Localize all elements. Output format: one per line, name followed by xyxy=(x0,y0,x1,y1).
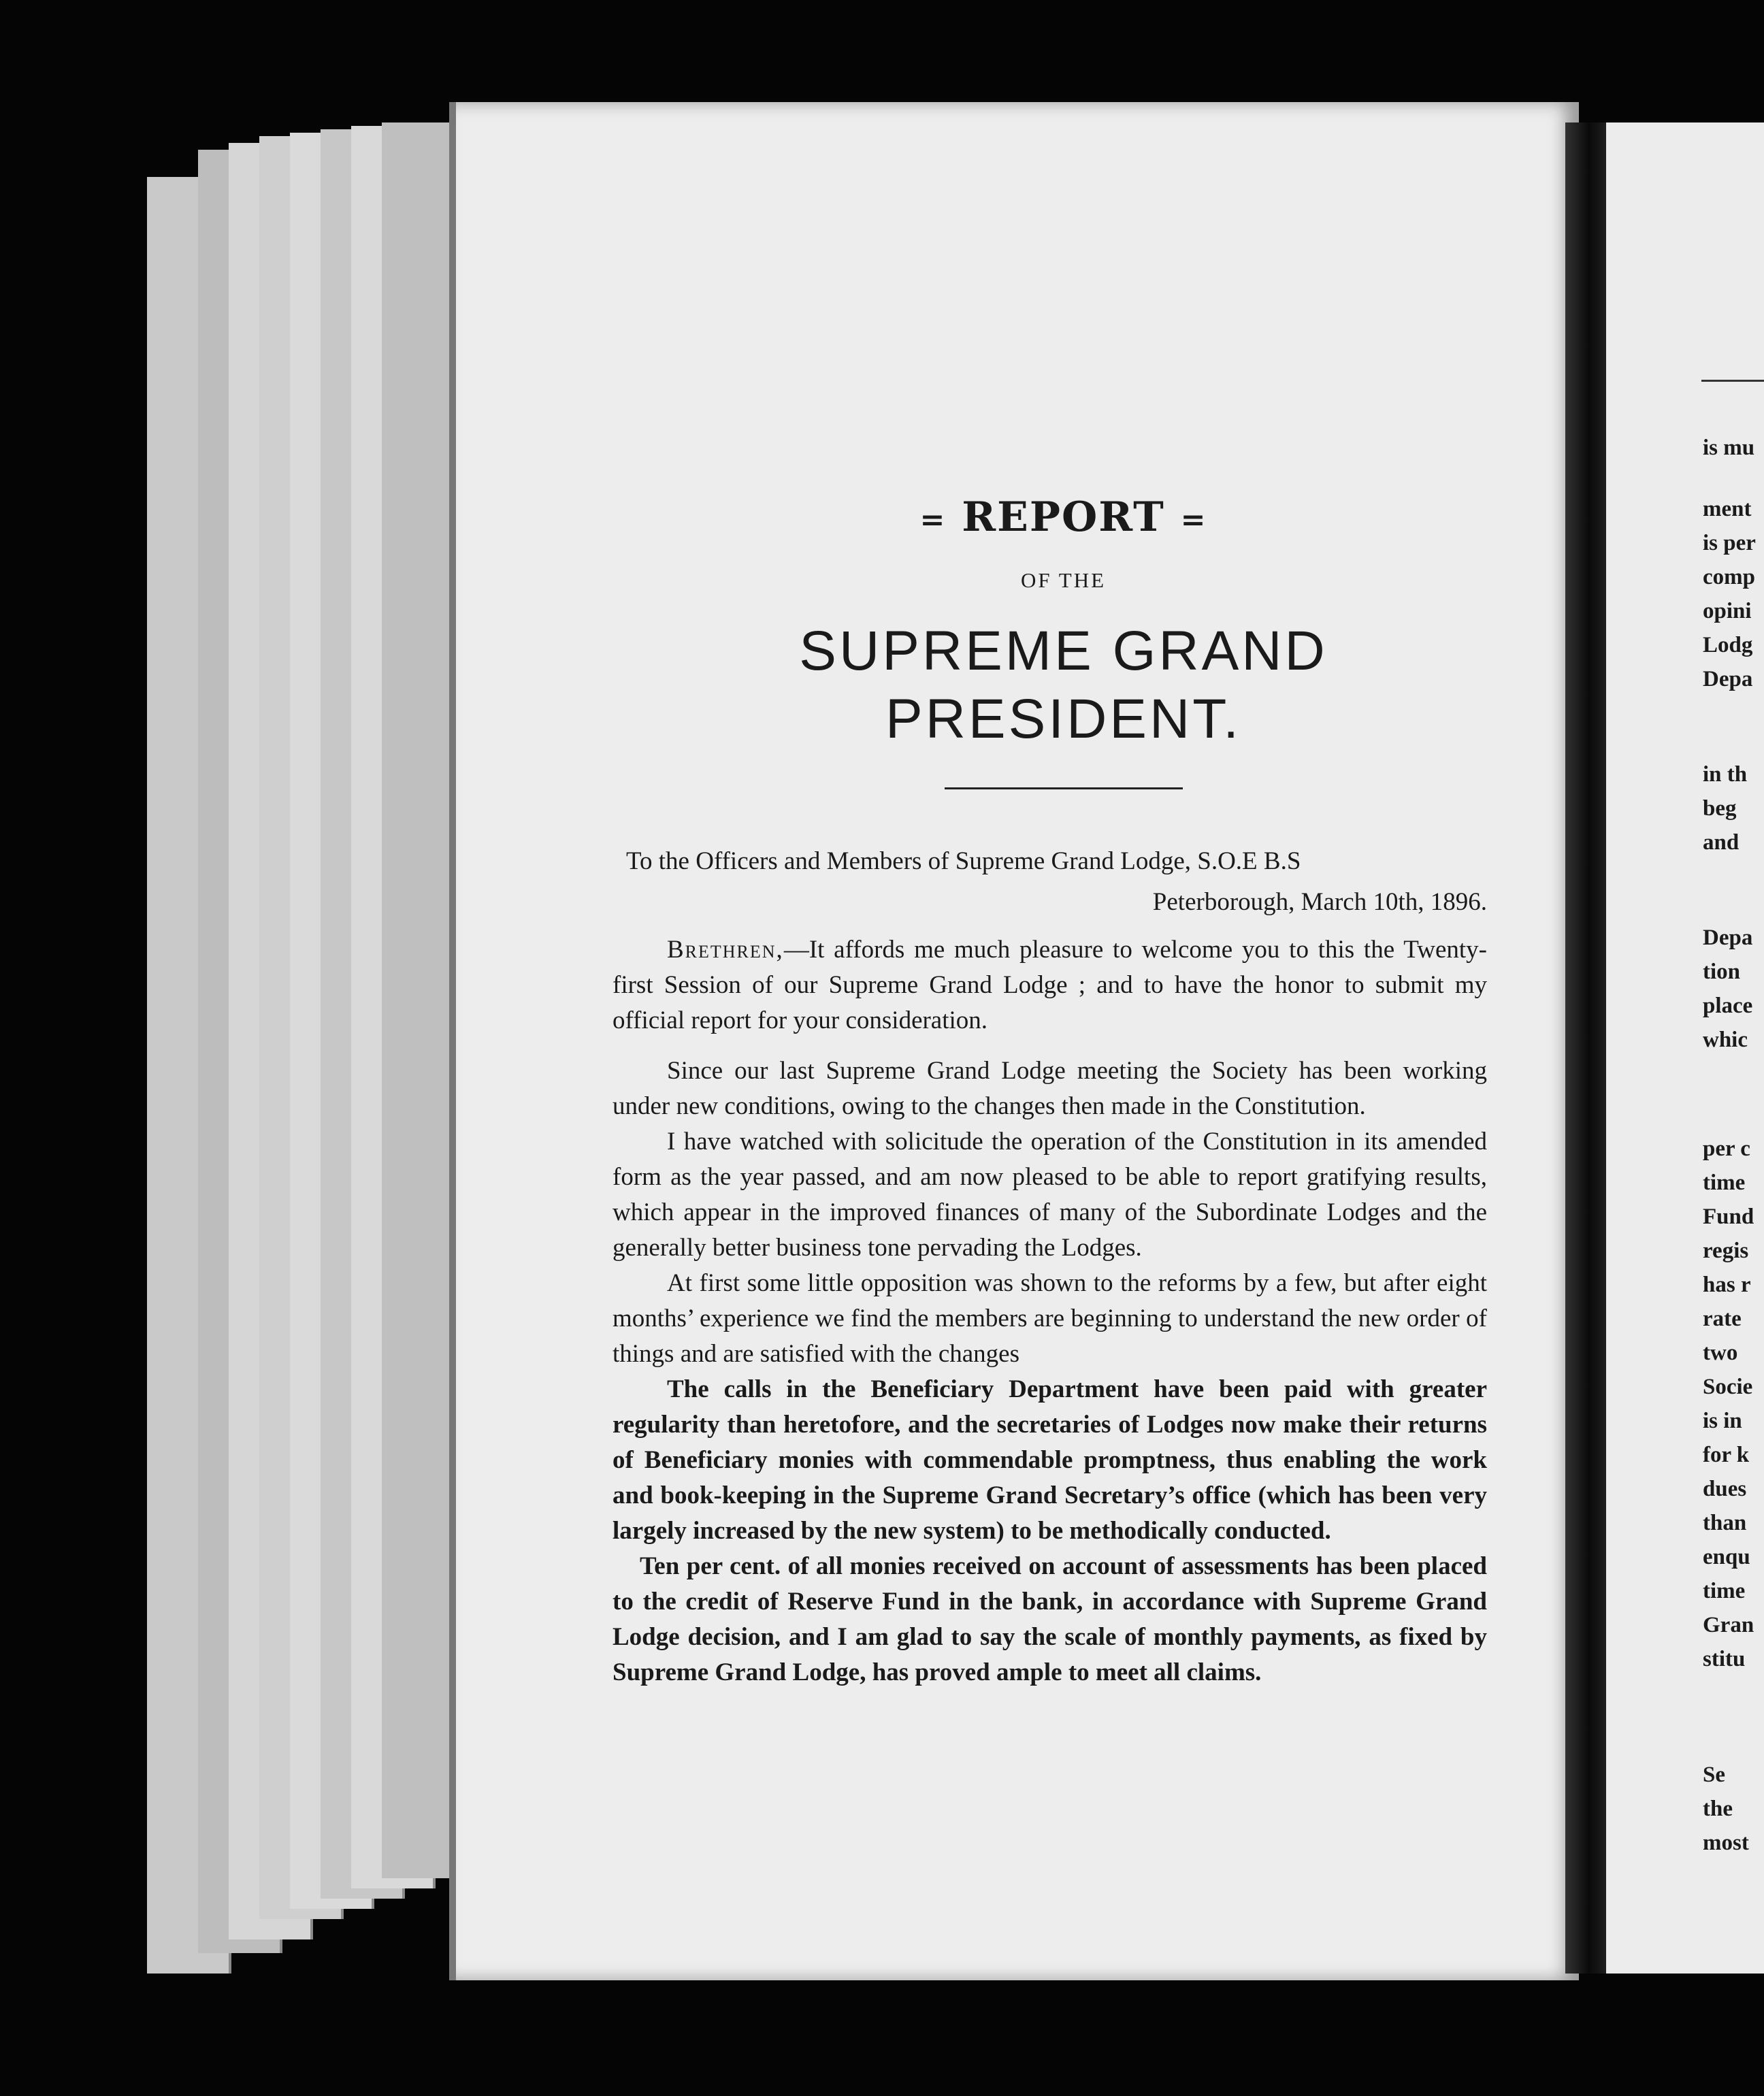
title-block xyxy=(626,490,1501,789)
facing-page-fragment: Fund xyxy=(1703,1205,1754,1229)
facing-page-fragment: Depa xyxy=(1703,667,1753,691)
facing-page-fragment: comp xyxy=(1703,565,1755,589)
paragraph-4: At first some little opposition was shown to the reforms by a few, but after eight months’ experience we find the members are beginning to understand the new order of things and are satisfied with the changes xyxy=(612,1268,1487,1368)
facing-page-fragment: whic xyxy=(1703,1028,1748,1052)
paragraph-6: Ten per cent. of all monies received on account of assessments has been placed to the credit of Reserve Fund in the bank, in accordance with Supreme Grand Lodge decision, and I am glad to say the scale of monthly payments, as fixed by Supreme Grand Lodge, has proved ample to meet all claims. xyxy=(612,1552,1487,1686)
facing-page-fragment: for k xyxy=(1703,1443,1750,1467)
book-gutter xyxy=(1565,122,1609,1974)
facing-page-fragment: beg xyxy=(1703,796,1737,821)
place-date: Peterborough, March 10th, 1896. xyxy=(1152,887,1487,916)
facing-page-fragment: enqu xyxy=(1703,1545,1750,1569)
facing-page-fragment: Socie xyxy=(1703,1375,1753,1399)
facing-page-fragment: Depa xyxy=(1703,926,1753,950)
paragraph-5: The calls in the Beneficiary Department have been paid with greater regularity than heretofore, and the secretaries of Lodges now make their returns of Beneficiary monies with commendable promptness, thus enabling the work and book-keeping in the Supreme Grand Secretary’s office (which has been very largely increased by the new system) to be methodically conducted. xyxy=(612,1375,1487,1545)
facing-page-fragment: is mu xyxy=(1703,436,1755,460)
facing-page-fragment: Se xyxy=(1703,1763,1725,1787)
facing-page-fragment: place xyxy=(1703,994,1753,1018)
facing-page-fragment: than xyxy=(1703,1511,1747,1535)
facing-page-fragment: time xyxy=(1703,1170,1746,1195)
facing-page-fragment: and xyxy=(1703,830,1740,855)
document-body xyxy=(612,490,1487,1690)
facing-page-fragment: stitu xyxy=(1703,1647,1746,1671)
page-edges xyxy=(147,122,467,1974)
of-the-heading: OF THE xyxy=(1020,568,1107,592)
paragraph-3: I have watched with solicitude the operation of the Constitution in its amended form as the year passed, and am now pleased to be able to report gratifying results, which appear in the improved finances of many of the Subordinate Lodges and the generally better business tone pervading the Lodges. xyxy=(612,1127,1487,1262)
facing-page-fragment: regis xyxy=(1703,1239,1749,1263)
title-rule xyxy=(945,787,1183,789)
facing-page-fragment: dues xyxy=(1703,1477,1747,1501)
facing-page-fragment: tion xyxy=(1703,960,1741,984)
facing-page-fragment: Lodg xyxy=(1703,633,1753,657)
facing-page-fragment: has r xyxy=(1703,1273,1751,1297)
salutation: Brethren, xyxy=(667,935,784,964)
facing-page-fragment: is in xyxy=(1703,1409,1742,1433)
facing-page-fragment: time xyxy=(1703,1579,1746,1603)
report-heading: = REPORT = xyxy=(919,493,1207,541)
facing-page-fragment: two xyxy=(1703,1341,1738,1365)
facing-page-fragment: ment xyxy=(1703,497,1752,521)
facing-page-fragment: in th xyxy=(1703,762,1748,787)
facing-page-fragment: per c xyxy=(1703,1136,1750,1161)
main-title: SUPREME GRAND PRESIDENT. xyxy=(799,619,1328,750)
paragraph-1: Brethren,—It affords me much pleasure to welcome you to this the Twenty-first Session of our Supreme Grand Lodge ; and to have the honor to submit my official report for your consideration. xyxy=(612,935,1487,1034)
facing-page-fragment: Gran xyxy=(1703,1613,1754,1637)
facing-page-fragment: most xyxy=(1703,1831,1749,1855)
facing-page-fragment: is per xyxy=(1703,531,1756,555)
facing-page-fragment: rate xyxy=(1703,1307,1742,1331)
facing-page-fragment: opini xyxy=(1703,599,1752,623)
facing-page-fragment: the xyxy=(1703,1797,1733,1821)
paragraph-2: Since our last Supreme Grand Lodge meeting the Society has been working under new conditions, owing to the changes then made in the Constitution. xyxy=(612,1056,1487,1120)
right-page-rule xyxy=(1701,380,1764,382)
address-line: To the Officers and Members of Supreme Grand Lodge, S.O.E B.S xyxy=(626,847,1301,875)
